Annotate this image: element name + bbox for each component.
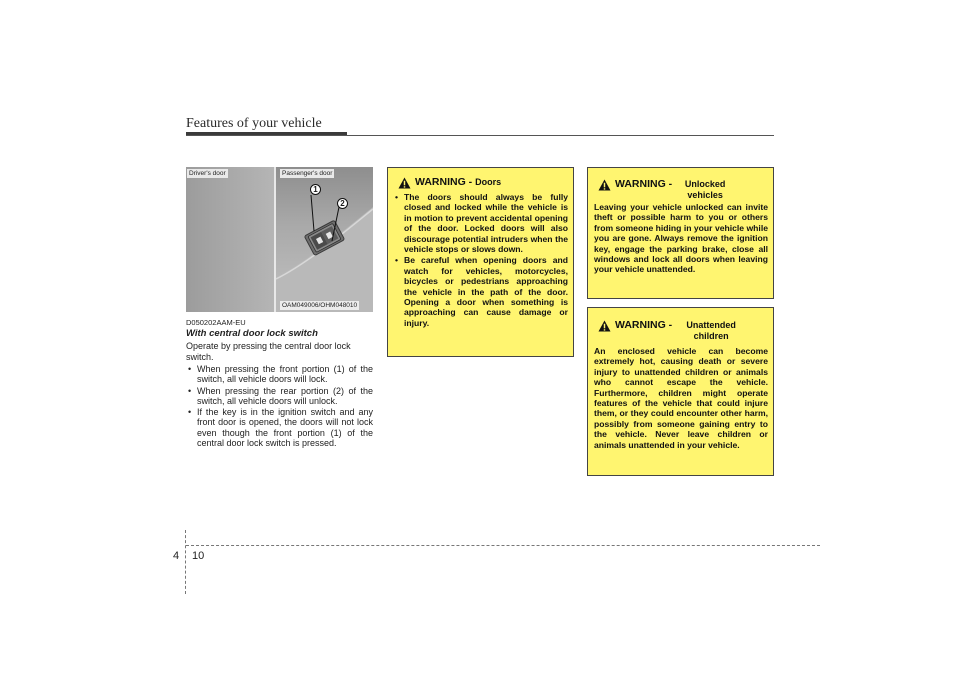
warning-subject: Doors bbox=[475, 177, 502, 187]
list-item: • When pressing the front portion (1) of the switch, all vehicle doors will lock. bbox=[186, 364, 373, 385]
footer-divider bbox=[185, 530, 186, 594]
door-lock-switch-figure bbox=[186, 167, 373, 312]
warning-doors-box bbox=[387, 167, 574, 357]
section-bullets bbox=[186, 364, 373, 449]
figure-code: OAM049006/OHM048010 bbox=[282, 302, 358, 309]
footer-rule bbox=[186, 545, 820, 546]
warning-triangle-icon bbox=[598, 320, 611, 332]
callout-1: 1 bbox=[310, 184, 321, 195]
warning-word: WARNING - bbox=[615, 319, 673, 331]
list-item: • Be careful when opening doors and watch for vehicles, motorcycles, bicycles or pedestrians approaching the vehicle in the path of the door. Opening a door when something is approaching can cause damage or injury. bbox=[394, 255, 568, 328]
header-rule bbox=[186, 135, 774, 136]
switch-illustration bbox=[276, 167, 373, 312]
warning-unlocked-text: Leaving your vehicle unlocked can invite theft or possible harm to you or others from someone hiding in your vehicle while you are gone. Always remove the ignition key, engage the parking brake, close all windows and lock all doors when leaving your vehicle unattended. bbox=[594, 202, 768, 275]
section-title: With central door lock switch bbox=[186, 328, 318, 339]
warning-word: WARNING - bbox=[415, 176, 473, 188]
drivers-door-panel bbox=[186, 167, 274, 312]
warning-subject: Unattended children bbox=[686, 320, 736, 341]
page-number: 10 bbox=[192, 550, 205, 562]
warning-triangle-icon bbox=[398, 177, 411, 189]
chapter-number: 4 bbox=[173, 550, 180, 562]
list-item: • When pressing the rear portion (2) of the switch, all vehicle doors will unlock. bbox=[186, 386, 373, 407]
page-header-title: Features of your vehicle bbox=[186, 116, 322, 131]
warning-children-box bbox=[587, 307, 774, 476]
warning-triangle-icon bbox=[598, 179, 611, 191]
warning-word: WARNING - bbox=[615, 178, 673, 190]
list-item: • If the key is in the ignition switch and any front door is opened, the doors will not lock even though the front portion (1) of the central door lock switch is pressed. bbox=[186, 407, 373, 448]
callout-2: 2 bbox=[337, 198, 348, 209]
passengers-door-label: Passenger's door bbox=[282, 170, 333, 177]
section-intro: Operate by pressing the central door lock switch. bbox=[186, 341, 351, 362]
warning-children-text: An enclosed vehicle can become extremely hot, causing death or severe injury to unattended children or animals who cannot escape the vehicle. Furthermore, children might operate features of the vehicle that could injure them, or they could encounter other harm, possibly from someone gaining entry to the vehicle. Never leave children or animals unattended in your vehicle. bbox=[594, 346, 768, 450]
warning-doors-bullets bbox=[394, 192, 568, 329]
drivers-door-label: Driver's door bbox=[189, 170, 226, 177]
list-item: • The doors should always be fully closed and locked while the vehicle is in motion to prevent accidental opening of the door. Locked doors will also discourage potential intruders when the vehicle stops or slows down. bbox=[394, 192, 568, 254]
warning-unlocked-box bbox=[587, 167, 774, 299]
section-code: D050202AAM-EU bbox=[186, 318, 246, 327]
warning-subject: Unlocked vehicles bbox=[684, 179, 726, 200]
